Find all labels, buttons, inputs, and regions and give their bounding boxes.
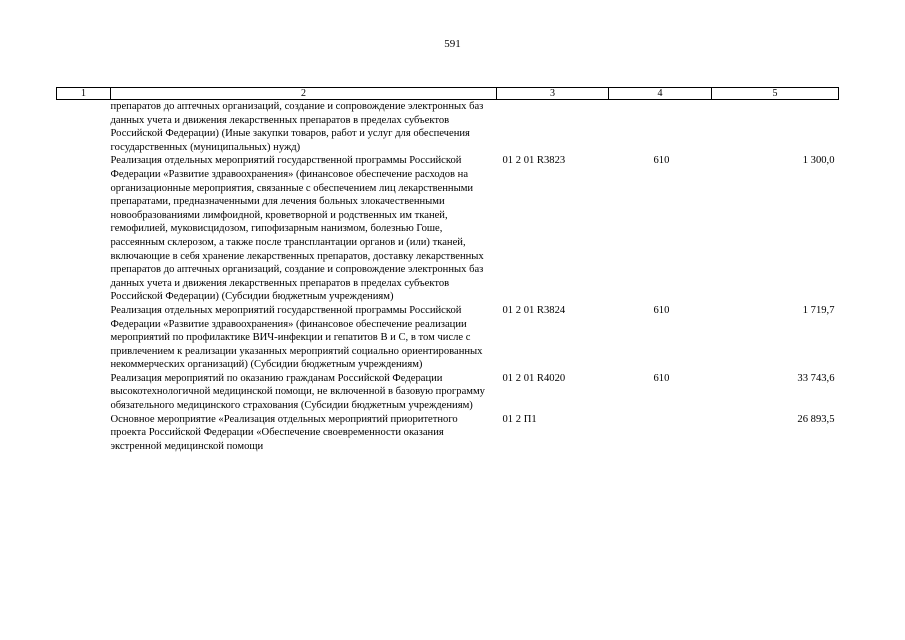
row-code [497, 100, 609, 155]
budget-table [56, 87, 839, 453]
row-description: Реализация мероприятий по оказанию гражданам Российской Федерации высокотехнологичной медицинской помощи, не включенной в базовую программу обязательного медицинского страхования (Субсидии бюджетным учреждениям) [110, 372, 485, 412]
row-description: Реализация отдельных мероприятий государственной программы Российской Федерации «Развитие здравоохранения» (финансовое обеспечение расходов на организационные мероприятия, связанные с обеспечением лиц лекарственными препаратами, предназначенными для лечения больных злокачественными новообразованиями лимфоидной, кроветворной и родственных им тканей, гемофилией, муковисцидозом, гипофизарным нанизмом, болезнью Гоше, рассеянным склерозом, а также после трансплантации органов и (или) тканей, включающие в себя хранение лекарственных препаратов, доставку лекарственных препаратов до аптечных организаций, создание и сопровождение электронных баз данных учета и движения лекарственных препаратов в пределах субъектов Российской Федерации) (Субсидии бюджетным учреждениям) [110, 155, 484, 303]
row-code: 01 2 П1 [502, 413, 537, 425]
row-amount: 33 743,6 [797, 372, 835, 384]
column-header-4: 4 [609, 88, 712, 100]
row-expense-type: 610 [653, 155, 670, 167]
row-amount [712, 100, 839, 155]
row-description: Реализация отдельных мероприятий государственной программы Российской Федерации «Развитие здравоохранения» (финансовое обеспечение реализации мероприятий по профилактике ВИЧ-инфекции и гепатитов В и С, в том числе с привлечением к реализации указанных мероприятий социально ориентированных некоммерческих организаций) (Субсидии бюджетным учреждениям) [110, 304, 483, 371]
row-code: 01 2 01 R3824 [502, 304, 566, 316]
row-code: 01 2 01 R3823 [502, 155, 566, 167]
column-header-1: 1 [57, 88, 111, 100]
table-row [57, 372, 839, 413]
table-row [57, 100, 839, 155]
row-expense-type: 610 [653, 372, 670, 384]
row-amount: 1 719,7 [802, 304, 835, 316]
table-row [57, 304, 839, 372]
row-code: 01 2 01 R4020 [502, 372, 566, 384]
column-header-3: 3 [497, 88, 609, 100]
page-number: 591 [444, 38, 461, 50]
column-header-5: 5 [712, 88, 839, 100]
header-row [57, 88, 839, 100]
row-description: препаратов до аптечных организаций, создание и сопровождение электронных баз данных учета и движения лекарственных препаратов в пределах субъектов Российской Федерации) (Иные закупки товаров, работ и услуг для обеспечения государственных (муниципальных) нужд) [110, 101, 484, 153]
column-header-2: 2 [111, 88, 497, 100]
row-expense-type [609, 413, 712, 454]
table-row [57, 154, 839, 304]
row-amount: 26 893,5 [797, 413, 835, 425]
row-expense-type: 610 [653, 304, 670, 316]
row-expense-type [609, 100, 712, 155]
row-amount: 1 300,0 [802, 155, 835, 167]
table-row [57, 413, 839, 454]
row-description: Основное мероприятие «Реализация отдельных мероприятий приоритетного проекта Российской Федерации «Обеспечение своевременности оказания экстренной медицинской помощи [110, 413, 458, 452]
